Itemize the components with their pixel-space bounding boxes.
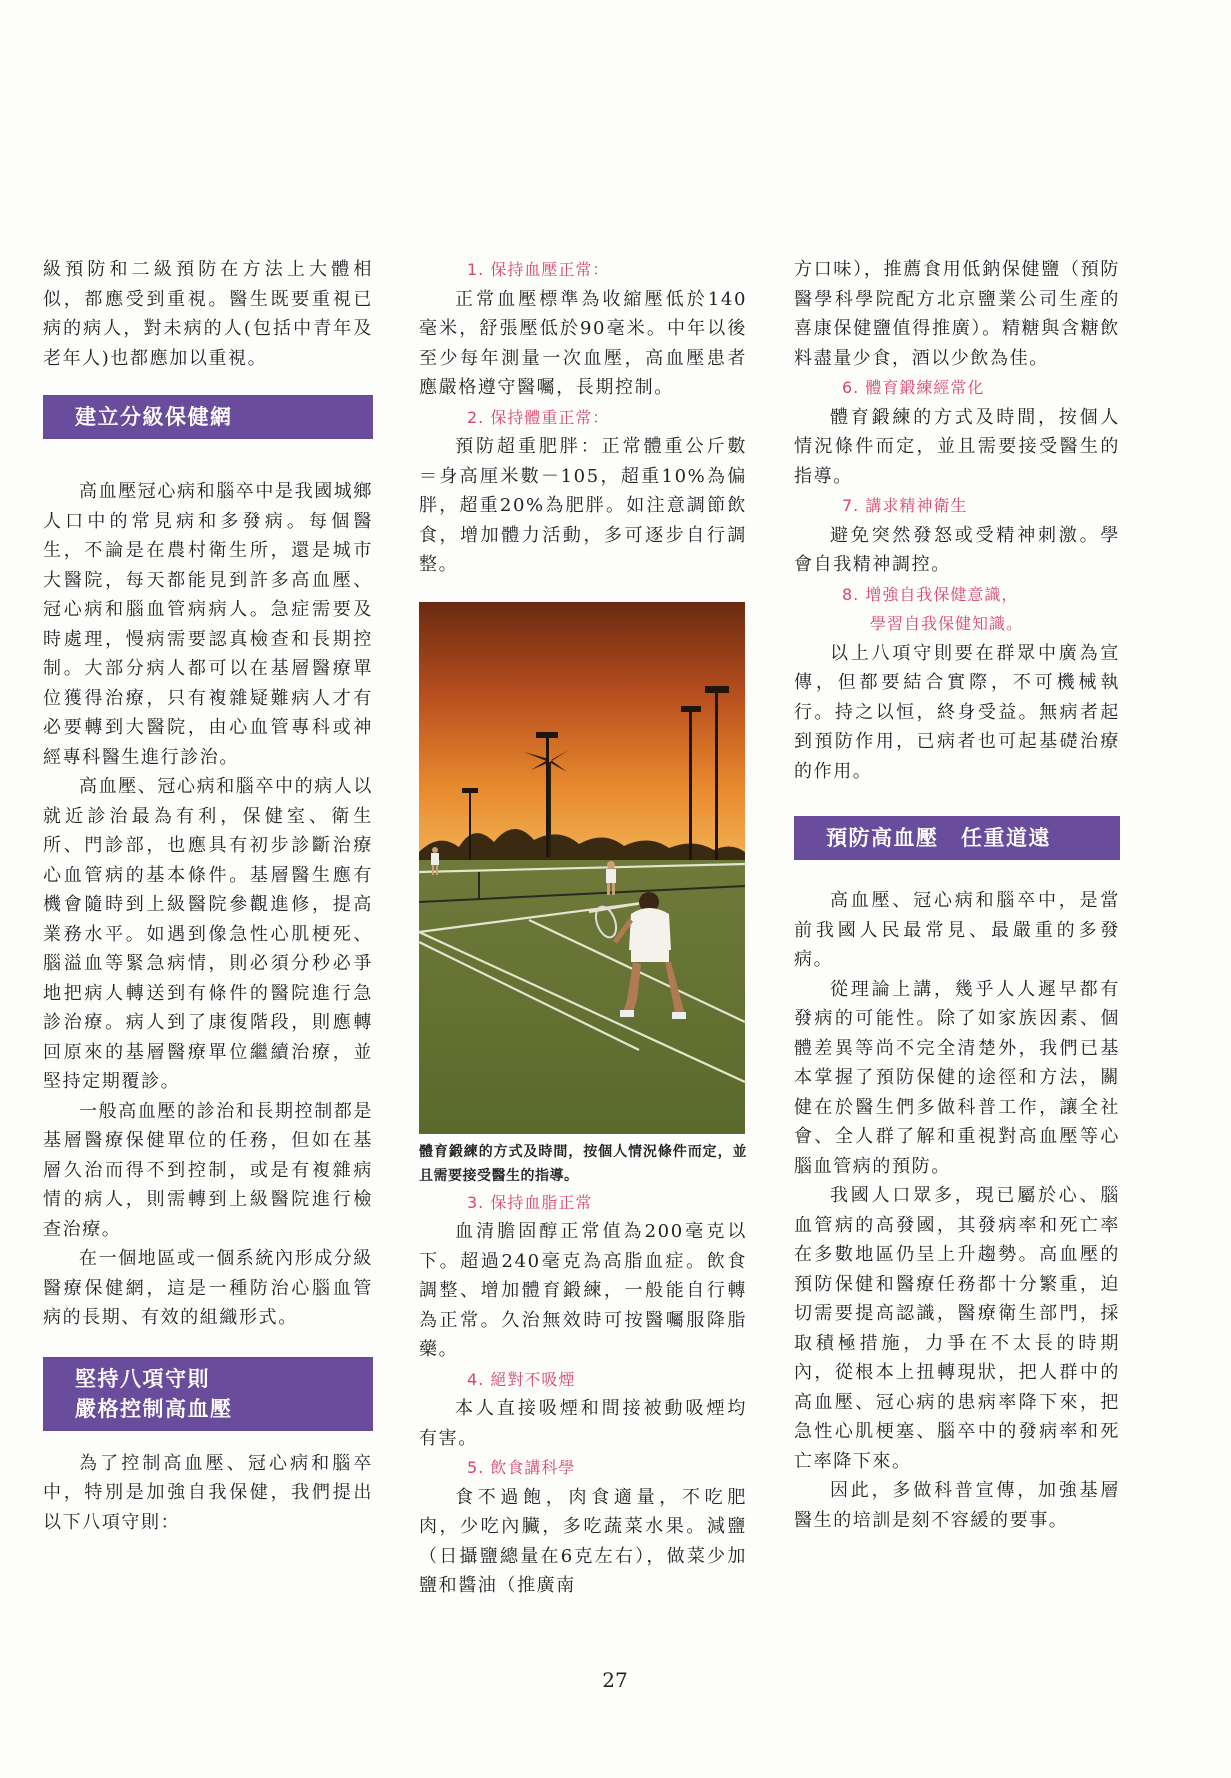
- rule-text: 預防超重肥胖：正常體重公斤數＝身高厘米數－105，超重10%為偏胖，超重20%為肥胖。如注意調節飲食，增加體力活動，多可逐步自行調整。: [419, 436, 747, 575]
- column-1: [43, 255, 373, 1537]
- rule-text: 體育鍛練的方式及時間，按個人情況條件而定，並且需要接受醫生的指導。: [794, 406, 1120, 487]
- page-number: 27: [602, 1668, 628, 1692]
- paragraph: 在一個地區或一個系統內形成分級醫療保健網，這是一種防治心腦血管病的長期、有效的組織形式。: [43, 1248, 373, 1328]
- heading-line: 堅持八項守則: [75, 1366, 210, 1391]
- rule-text: 血清膽固醇正常值為200毫克以下。超過240毫克為高脂血症。飲食調整、增加體育鍛練，一般能自行轉為正常。久治無效時可按醫囑服降脂藥。: [419, 1221, 747, 1360]
- rule-title: 1. 保持血壓正常：: [467, 260, 610, 279]
- section-heading-prevention: 預防高血壓 任重道遠: [794, 816, 1120, 860]
- paragraph: 高血壓、冠心病和腦卒中的病人以就近診治最為有利，保健室、衛生所、門診部，也應具有初步診斷治療心血管病的基本條件。基層醫生應有機會隨時到上級醫院參觀進修，提高業務水平。如遇到像急性心肌梗死、腦溢血等緊急病情，則必須分秒必爭地把病人轉送到有條件的醫院進行急診治療。病人到了康復階段，則應轉回原來的基層醫療單位繼續治療，並堅持定期覆診。: [43, 776, 373, 1092]
- photo-caption: 體育鍛練的方式及時間，按個人情況條件而定，並且需要接受醫生的指導。: [419, 1143, 747, 1184]
- tennis-photo: [419, 602, 745, 1134]
- rule-title: 7. 講求精神衛生: [842, 496, 968, 515]
- rule-title: 3. 保持血脂正常: [467, 1192, 593, 1212]
- column-2: [419, 255, 747, 1601]
- rule-text: 食不過飽，肉食適量，不吃肥肉，少吃內臟，多吃蔬菜水果。減鹽（日攝鹽總量在6克左右），做菜少加鹽和醬油（推廣南: [419, 1486, 747, 1596]
- paragraph: 高血壓、冠心病和腦卒中，是當前我國人民最常見、最嚴重的多發病。: [794, 890, 1120, 970]
- column-3: [794, 255, 1120, 1535]
- rule-title: 8. 增強自我保健意識，: [842, 584, 1019, 604]
- heading-line: 嚴格控制高血壓: [75, 1396, 233, 1421]
- paragraph: 為了控制高血壓、冠心病和腦卒中，特別是加強自我保健，我們提出以下八項守則：: [43, 1452, 373, 1533]
- continued-text: 方口味），推薦食用低鈉保健鹽（預防醫學科學院配方北京鹽業公司生產的喜康保健鹽值得推廣）。精糖與含糖飲料盡量少食，酒以少飲為佳。: [794, 259, 1120, 369]
- paragraph: 以上八項守則要在群眾中廣為宣傳，但都要結合實際，不可機械執行。持之以恒，終身受益。無病者起到預防作用，已病者也可起基礎治療的作用。: [794, 642, 1120, 782]
- rule-title: 2. 保持體重正常：: [467, 407, 610, 427]
- paragraph: 高血壓冠心病和腦卒中是我國城鄉人口中的常見病和多發病。每個醫生，不論是在農村衛生所，還是城市大醫院，每天都能見到許多高血壓、冠心病和腦血管病病人。急症需要及時處理，慢病需要認真檢查和長期控制。大部分病人都可以在基層醫療單位獲得治療，只有複雜疑難病人才有必要轉到大醫院，由心血管專科或神經專科醫生進行診治。: [43, 481, 373, 768]
- section-heading-grading: 建立分級保健網: [43, 395, 373, 439]
- section-heading-eight-rules: [43, 1357, 373, 1431]
- paragraph: 我國人口眾多，現已屬於心、腦血管病的高發國，其發病率和死亡率在多數地區仍呈上升趨勢。高血壓的預防保健和醫療任務都十分繁重，迫切需要提高認識，醫療衛生部門，採取積極措施，力爭在不太長的時期內，從根本上扭轉現狀，把人群中的高血壓、冠心病的患病率降下來，把急性心肌梗塞、腦卒中的發病率和死亡率降下來。: [794, 1185, 1120, 1472]
- paragraph: 從理論上講，幾乎人人遲早都有發病的可能性。除了如家族因素、個體差異等尚不完全清楚外，我們已基本掌握了預防保健的途徑和方法，關健在於醫生們多做科普工作，讓全社會、全人群了解和重視對高血壓等心腦血管病的預防。: [794, 978, 1120, 1177]
- intro-paragraph: 級預防和二級預防在方法上大體相似，都應受到重視。醫生既要重視已病的病人，對未病的人(包括中青年及老年人)也都應加以重視。: [43, 259, 373, 369]
- rule-title: 5. 飲食講科學: [467, 1458, 576, 1477]
- rule-title: 6. 體育鍛練經常化: [842, 378, 985, 397]
- paragraph: 一般高血壓的診治和長期控制都是基層醫療保健單位的任務，但如在基層久治而得不到控制，或是有複雜病情的病人，則需轉到上級醫院進行檢查治療。: [43, 1100, 373, 1240]
- rule-text: 本人直接吸煙和間接被動吸煙均有害。: [419, 1398, 747, 1449]
- rule-title: 學習自我保健知識。: [870, 614, 1024, 633]
- rule-text: 避免突然發怒或受精神刺激。學會自我精神調控。: [794, 524, 1120, 575]
- rule-text: 正常血壓標準為收縮壓低於140毫米，舒張壓低於90毫米。中年以後至少每年測量一次血壓，高血壓患者應嚴格遵守醫囑，長期控制。: [419, 288, 747, 398]
- rule-title: 4. 絕對不吸煙: [467, 1369, 576, 1389]
- paragraph: 因此，多做科普宣傳，加強基層醫生的培訓是刻不容緩的要事。: [794, 1480, 1120, 1531]
